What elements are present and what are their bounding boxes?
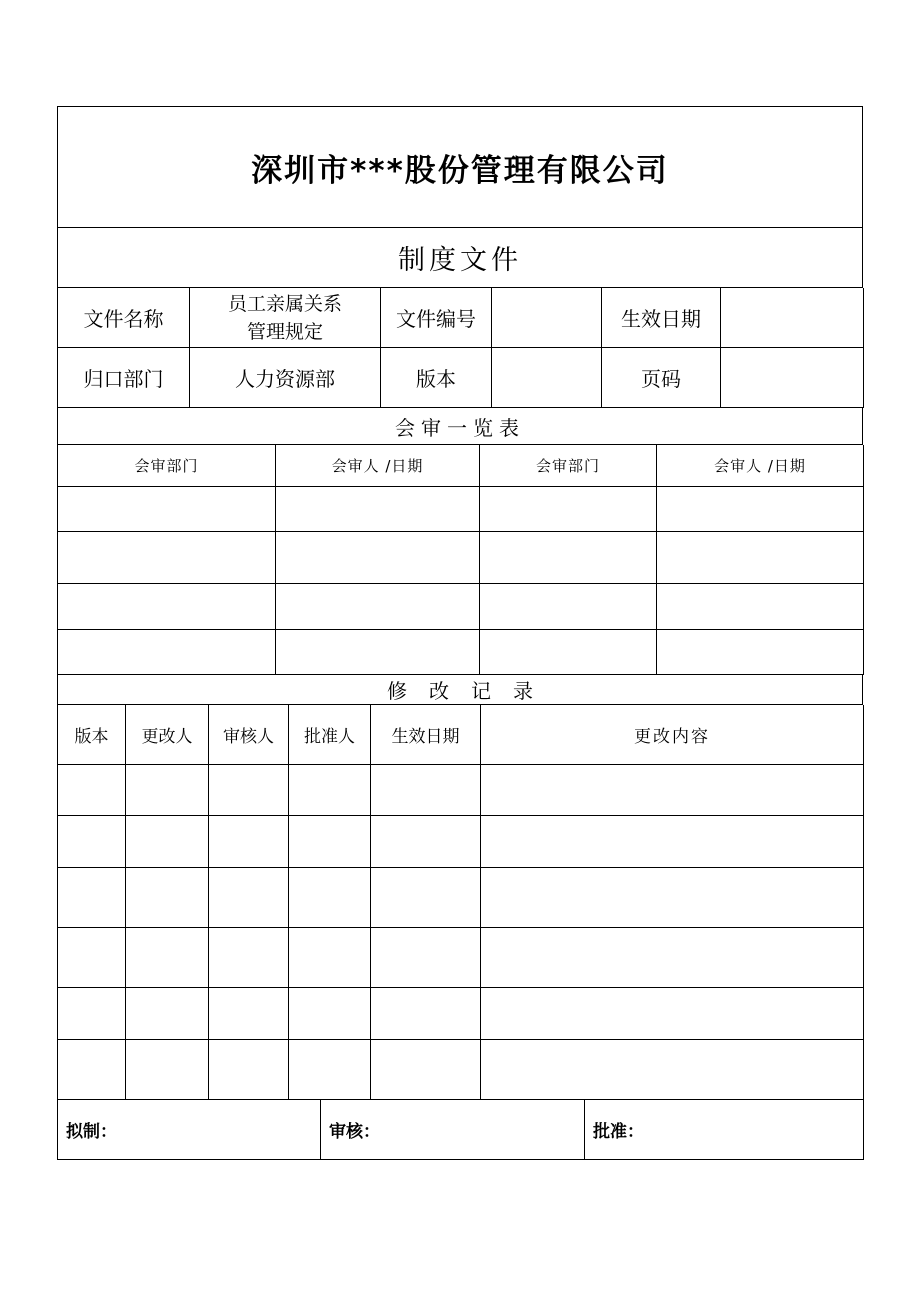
modification-cell [289, 868, 371, 928]
review-row [58, 584, 864, 630]
modification-cell [289, 1040, 371, 1100]
page-value [721, 348, 864, 408]
modification-row [58, 868, 864, 928]
review-cell [657, 487, 864, 532]
modification-header-cell: 生效日期 [371, 705, 481, 765]
modification-cell [481, 868, 864, 928]
modification-cell [58, 868, 126, 928]
modification-header-cell: 审核人 [209, 705, 289, 765]
signature-table [57, 1100, 864, 1160]
review-table [57, 445, 864, 675]
doc-info-table [57, 288, 864, 408]
modification-cell [289, 988, 371, 1040]
modification-cell [371, 988, 481, 1040]
modification-cell [58, 988, 126, 1040]
review-cell [480, 487, 657, 532]
file-no-value [492, 288, 602, 348]
review-cell [58, 584, 276, 630]
modification-header-row [58, 705, 864, 765]
modification-cell [126, 988, 209, 1040]
page-label: 页码 [602, 348, 721, 408]
modification-title-table [57, 675, 863, 705]
modification-cell [289, 816, 371, 868]
modification-cell [371, 816, 481, 868]
info-row-2 [58, 348, 864, 408]
modification-cell [58, 928, 126, 988]
file-name-value-line2: 管理规定 [246, 320, 323, 343]
review-signature-label: 审核： [321, 1100, 585, 1160]
doc-type-title: 制度文件 [58, 228, 863, 288]
review-header-cell: 会审部门 [480, 445, 657, 487]
review-header-cell: 会审部门 [58, 445, 276, 487]
review-cell [58, 532, 276, 584]
review-section-title: 会审一览表 [58, 408, 863, 445]
modification-cell [126, 868, 209, 928]
review-cell [276, 584, 480, 630]
version-value [492, 348, 602, 408]
modification-cell [209, 1040, 289, 1100]
modification-row [58, 928, 864, 988]
draft-signature-label: 拟制： [58, 1100, 321, 1160]
modification-cell [126, 928, 209, 988]
signature-row [58, 1100, 864, 1160]
modification-cell [209, 928, 289, 988]
modification-cell [58, 816, 126, 868]
modification-cell [209, 816, 289, 868]
modification-row [58, 765, 864, 816]
modification-header-cell: 更改内容 [481, 705, 864, 765]
modification-cell [209, 765, 289, 816]
review-cell [276, 532, 480, 584]
modification-cell [481, 765, 864, 816]
effective-date-label: 生效日期 [602, 288, 721, 348]
modification-cell [371, 1040, 481, 1100]
doc-type-table [57, 228, 863, 288]
modification-row [58, 816, 864, 868]
dept-label: 归口部门 [58, 348, 190, 408]
modification-cell [371, 765, 481, 816]
info-row-1 [58, 288, 864, 348]
modification-cell [126, 816, 209, 868]
review-row [58, 532, 864, 584]
modification-cell [126, 1040, 209, 1100]
review-cell [480, 584, 657, 630]
modification-cell [371, 868, 481, 928]
review-cell [480, 532, 657, 584]
approve-signature-label: 批准： [585, 1100, 864, 1160]
modification-cell [481, 928, 864, 988]
review-header-row [58, 445, 864, 487]
modification-row [58, 988, 864, 1040]
modification-header-cell: 批准人 [289, 705, 371, 765]
modification-cell [289, 928, 371, 988]
modification-cell [371, 928, 481, 988]
modification-cell [126, 765, 209, 816]
modification-cell [58, 1040, 126, 1100]
review-title-table [57, 408, 863, 445]
modification-cell [58, 765, 126, 816]
review-cell [657, 584, 864, 630]
review-cell [657, 630, 864, 675]
file-name-value [190, 288, 381, 348]
modification-header-cell: 版本 [58, 705, 126, 765]
modification-cell [481, 1040, 864, 1100]
modification-header-cell: 更改人 [126, 705, 209, 765]
file-no-label: 文件编号 [381, 288, 492, 348]
review-row [58, 630, 864, 675]
file-name-label: 文件名称 [58, 288, 190, 348]
company-name: 深圳市***股份管理有限公司 [58, 107, 863, 228]
review-row [58, 487, 864, 532]
review-cell [58, 630, 276, 675]
version-label: 版本 [381, 348, 492, 408]
modification-cell [289, 765, 371, 816]
modification-cell [209, 988, 289, 1040]
review-header-cell: 会审人 /日期 [276, 445, 480, 487]
dept-value: 人力资源部 [190, 348, 381, 408]
modification-cell [481, 988, 864, 1040]
document-form [57, 106, 863, 1160]
effective-date-value [721, 288, 864, 348]
modification-table [57, 705, 864, 1100]
review-cell [58, 487, 276, 532]
review-cell [657, 532, 864, 584]
modification-section-title: 修改记录 [58, 675, 863, 705]
company-header-table [57, 106, 863, 228]
review-header-cell: 会审人 /日期 [657, 445, 864, 487]
modification-row [58, 1040, 864, 1100]
review-cell [480, 630, 657, 675]
modification-cell [209, 868, 289, 928]
review-cell [276, 487, 480, 532]
modification-cell [481, 816, 864, 868]
file-name-value-line1: 员工亲属关系 [227, 292, 342, 315]
review-cell [276, 630, 480, 675]
